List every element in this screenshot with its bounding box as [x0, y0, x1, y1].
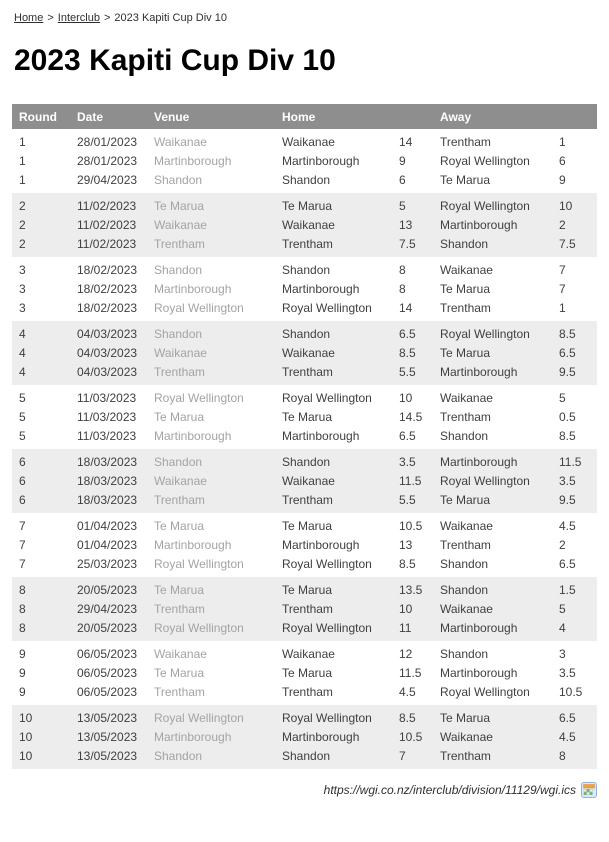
match-row — [12, 577, 597, 600]
home-cell: Trentham — [282, 685, 333, 699]
away-score-cell: 1 — [559, 301, 566, 315]
away-cell: Te Marua — [433, 344, 552, 363]
away-cell: Martinborough — [433, 216, 552, 235]
away-score-cell: 9 — [559, 173, 566, 187]
round-cell: 5 — [19, 391, 26, 405]
home-cell: Te Marua — [275, 577, 392, 600]
home-score-cell: 14 — [399, 135, 413, 149]
away-score-cell: 7 — [559, 282, 566, 296]
home-cell: Waikanae — [275, 344, 392, 363]
match-row — [12, 728, 597, 747]
away-cell: Trentham — [440, 135, 491, 149]
round-cell: 6 — [12, 449, 70, 472]
column-header-away-score — [552, 104, 597, 129]
round-cell: 7 — [19, 519, 26, 533]
date-cell: 28/01/2023 — [77, 154, 138, 168]
venue-cell: Martinborough — [154, 282, 232, 296]
round-group — [12, 641, 597, 705]
venue-cell: Royal Wellington — [147, 619, 275, 641]
away-cell: Martinborough — [433, 619, 552, 641]
match-row — [12, 747, 597, 769]
away-score-cell: 4.5 — [552, 728, 597, 747]
venue-cell: Trentham — [147, 491, 275, 513]
round-cell: 9 — [19, 647, 26, 661]
date-cell: 18/03/2023 — [70, 449, 147, 472]
venue-cell: Shandon — [154, 263, 203, 277]
home-cell: Martinborough — [282, 538, 360, 552]
home-score-cell: 8 — [399, 282, 406, 296]
match-row — [12, 344, 597, 363]
home-score-cell: 13 — [399, 538, 413, 552]
calendar-icon[interactable] — [581, 782, 597, 798]
date-cell: 20/05/2023 — [70, 577, 147, 600]
ics-url-text: https://wgi.co.nz/interclub/division/11129/wgi.ics — [323, 783, 576, 797]
column-header-home-score — [392, 104, 433, 129]
venue-cell: Royal Wellington — [154, 391, 244, 405]
match-row — [12, 152, 597, 171]
column-header-round: Round — [12, 104, 70, 129]
date-cell: 28/01/2023 — [77, 135, 138, 149]
home-score-cell: 11.5 — [399, 666, 422, 680]
breadcrumb-separator: > — [47, 12, 54, 24]
home-cell: Shandon — [275, 747, 392, 769]
match-row — [12, 619, 597, 641]
results-table — [12, 104, 597, 769]
away-score-cell: 1 — [559, 135, 566, 149]
home-score-cell: 13 — [392, 216, 433, 235]
home-score-cell: 10 — [392, 600, 433, 619]
away-cell: Royal Wellington — [433, 472, 552, 491]
home-cell: Royal Wellington — [275, 705, 392, 728]
home-score-cell: 8.5 — [392, 344, 433, 363]
venue-cell: Trentham — [147, 235, 275, 257]
match-row — [12, 491, 597, 513]
home-score-cell: 8 — [399, 263, 406, 277]
match-row — [12, 427, 597, 449]
match-row — [12, 129, 597, 152]
away-score-cell: 6.5 — [552, 344, 597, 363]
venue-cell: Trentham — [147, 600, 275, 619]
away-cell: Trentham — [440, 538, 491, 552]
match-row — [12, 193, 597, 216]
home-cell: Waikanae — [275, 216, 392, 235]
date-cell: 01/04/2023 — [77, 538, 138, 552]
round-cell: 4 — [12, 321, 70, 344]
away-cell: Te Marua — [433, 491, 552, 513]
venue-cell: Royal Wellington — [154, 557, 244, 571]
round-cell: 9 — [19, 666, 26, 680]
away-score-cell: 5 — [552, 600, 597, 619]
away-score-cell: 7.5 — [552, 235, 597, 257]
venue-cell: Trentham — [154, 685, 205, 699]
breadcrumb-link-interclub[interactable]: Interclub — [57, 12, 100, 24]
away-cell: Te Marua — [440, 282, 491, 296]
away-cell: Royal Wellington — [433, 193, 552, 216]
venue-cell: Martinborough — [154, 538, 232, 552]
round-cell: 10 — [12, 705, 70, 728]
away-cell: Waikanae — [440, 263, 493, 277]
date-cell: 01/04/2023 — [77, 519, 138, 533]
home-score-cell: 14.5 — [399, 410, 423, 424]
venue-cell: Te Marua — [154, 666, 205, 680]
away-cell: Waikanae — [440, 391, 493, 405]
home-cell: Martinborough — [282, 429, 360, 443]
breadcrumb — [12, 12, 597, 24]
match-row — [12, 536, 597, 555]
home-cell: Shandon — [282, 173, 331, 187]
away-score-cell: 8.5 — [552, 321, 597, 344]
away-score-cell: 0.5 — [559, 410, 576, 424]
round-cell: 5 — [19, 410, 26, 424]
away-cell: Martinborough — [433, 363, 552, 385]
date-cell: 25/03/2023 — [77, 557, 138, 571]
home-cell: Trentham — [275, 363, 392, 385]
venue-cell: Royal Wellington — [154, 301, 244, 315]
home-score-cell: 4.5 — [399, 685, 416, 699]
home-cell: Shandon — [275, 321, 392, 344]
away-score-cell: 11.5 — [552, 449, 597, 472]
home-cell: Royal Wellington — [282, 557, 372, 571]
date-cell: 04/03/2023 — [70, 363, 147, 385]
match-row — [12, 257, 597, 280]
round-cell: 8 — [12, 577, 70, 600]
date-cell: 13/05/2023 — [70, 705, 147, 728]
home-cell: Royal Wellington — [282, 391, 372, 405]
away-cell: Shandon — [440, 429, 489, 443]
round-cell: 5 — [19, 429, 26, 443]
away-score-cell: 6 — [559, 154, 566, 168]
away-score-cell: 4.5 — [559, 519, 576, 533]
away-cell: Te Marua — [433, 705, 552, 728]
home-score-cell: 3.5 — [392, 449, 433, 472]
round-cell: 4 — [12, 363, 70, 385]
away-cell: Shandon — [440, 557, 489, 571]
away-score-cell: 5 — [559, 391, 566, 405]
home-score-cell: 14 — [399, 301, 413, 315]
match-row — [12, 363, 597, 385]
round-cell: 2 — [12, 193, 70, 216]
venue-cell: Royal Wellington — [147, 705, 275, 728]
match-row — [12, 408, 597, 427]
venue-cell: Waikanae — [147, 472, 275, 491]
table-footer — [12, 782, 597, 798]
date-cell: 04/03/2023 — [70, 321, 147, 344]
home-score-cell: 10.5 — [399, 519, 423, 533]
round-cell: 3 — [19, 263, 26, 277]
date-cell: 18/02/2023 — [77, 282, 138, 296]
home-cell: Shandon — [275, 449, 392, 472]
home-score-cell: 5.5 — [392, 491, 433, 513]
away-cell: Trentham — [440, 301, 491, 315]
date-cell: 29/04/2023 — [70, 600, 147, 619]
away-cell: Royal Wellington — [440, 685, 530, 699]
date-cell: 18/02/2023 — [77, 301, 138, 315]
breadcrumb-separator: > — [103, 12, 111, 24]
match-row — [12, 641, 597, 664]
round-group — [12, 193, 597, 257]
home-cell: Te Marua — [282, 410, 333, 424]
away-score-cell: 4 — [552, 619, 597, 641]
breadcrumb-link-home[interactable]: Home — [14, 12, 44, 24]
away-score-cell: 8 — [552, 747, 597, 769]
round-cell: 1 — [19, 173, 26, 187]
home-cell: Waikanae — [282, 135, 335, 149]
venue-cell: Martinborough — [154, 429, 232, 443]
round-group — [12, 577, 597, 641]
page-title: 2023 Kapiti Cup Div 10 — [14, 44, 336, 77]
away-score-cell: 6.5 — [559, 557, 576, 571]
home-score-cell: 9 — [399, 154, 406, 168]
column-header-date: Date — [70, 104, 147, 129]
round-cell: 8 — [12, 619, 70, 641]
home-score-cell: 13.5 — [392, 577, 433, 600]
home-cell: Waikanae — [282, 647, 335, 661]
away-cell: Trentham — [433, 747, 552, 769]
date-cell: 29/04/2023 — [77, 173, 138, 187]
round-cell: 6 — [12, 491, 70, 513]
away-cell: Royal Wellington — [440, 154, 530, 168]
round-cell: 10 — [12, 728, 70, 747]
away-score-cell: 6.5 — [552, 705, 597, 728]
away-score-cell: 8.5 — [559, 429, 576, 443]
away-cell: Trentham — [440, 410, 491, 424]
away-score-cell: 3 — [559, 647, 566, 661]
away-score-cell: 2 — [552, 216, 597, 235]
away-cell: Martinborough — [433, 449, 552, 472]
date-cell: 06/05/2023 — [77, 666, 138, 680]
away-score-cell: 10.5 — [559, 685, 583, 699]
home-cell: Martinborough — [275, 728, 392, 747]
round-group — [12, 705, 597, 769]
round-cell: 6 — [12, 472, 70, 491]
home-score-cell: 8.5 — [399, 557, 416, 571]
away-score-cell: 3.5 — [559, 666, 576, 680]
date-cell: 11/03/2023 — [77, 391, 137, 405]
away-score-cell: 10 — [552, 193, 597, 216]
round-cell: 3 — [19, 282, 26, 296]
away-score-cell: 2 — [559, 538, 566, 552]
date-cell: 11/03/2023 — [77, 410, 137, 424]
away-cell: Shandon — [433, 577, 552, 600]
home-score-cell: 5.5 — [392, 363, 433, 385]
round-cell: 1 — [19, 154, 26, 168]
match-row — [12, 513, 597, 536]
home-score-cell: 6.5 — [392, 321, 433, 344]
match-row — [12, 555, 597, 577]
venue-cell: Waikanae — [154, 135, 207, 149]
round-cell: 1 — [19, 135, 26, 149]
round-cell: 9 — [19, 685, 26, 699]
date-cell: 13/05/2023 — [70, 747, 147, 769]
home-score-cell: 6 — [399, 173, 406, 187]
home-cell: Shandon — [282, 263, 331, 277]
column-header-home: Home — [275, 104, 392, 129]
round-group — [12, 257, 597, 321]
round-cell: 2 — [12, 235, 70, 257]
round-group — [12, 129, 597, 193]
venue-cell: Te Marua — [154, 519, 205, 533]
match-row — [12, 299, 597, 321]
round-group — [12, 385, 597, 449]
venue-cell: Martinborough — [147, 728, 275, 747]
date-cell: 04/03/2023 — [70, 344, 147, 363]
date-cell: 11/03/2023 — [77, 429, 137, 443]
venue-cell: Shandon — [147, 321, 275, 344]
venue-cell: Te Marua — [154, 410, 205, 424]
home-cell: Trentham — [275, 235, 392, 257]
home-score-cell: 7.5 — [392, 235, 433, 257]
match-row — [12, 280, 597, 299]
home-score-cell: 12 — [399, 647, 413, 661]
venue-cell: Shandon — [154, 173, 203, 187]
home-score-cell: 5 — [392, 193, 433, 216]
date-cell: 11/02/2023 — [70, 193, 147, 216]
match-row — [12, 385, 597, 408]
away-cell: Waikanae — [433, 600, 552, 619]
date-cell: 13/05/2023 — [70, 728, 147, 747]
match-row — [12, 235, 597, 257]
away-score-cell: 1.5 — [552, 577, 597, 600]
venue-cell: Shandon — [147, 449, 275, 472]
venue-cell: Shandon — [147, 747, 275, 769]
date-cell: 18/03/2023 — [70, 491, 147, 513]
date-cell: 11/02/2023 — [70, 235, 147, 257]
home-cell: Te Marua — [282, 666, 333, 680]
match-row — [12, 321, 597, 344]
date-cell: 06/05/2023 — [77, 647, 138, 661]
round-cell: 3 — [19, 301, 26, 315]
away-cell: Shandon — [433, 235, 552, 257]
round-group — [12, 321, 597, 385]
match-row — [12, 664, 597, 683]
breadcrumb-current: 2023 Kapiti Cup Div 10 — [114, 12, 227, 24]
away-cell: Royal Wellington — [433, 321, 552, 344]
date-cell: 18/03/2023 — [70, 472, 147, 491]
away-score-cell: 9.5 — [552, 363, 597, 385]
round-cell: 2 — [12, 216, 70, 235]
home-cell: Te Marua — [275, 193, 392, 216]
results-table-header — [12, 104, 597, 129]
venue-cell: Te Marua — [147, 193, 275, 216]
venue-cell: Waikanae — [154, 647, 207, 661]
home-cell: Royal Wellington — [275, 619, 392, 641]
home-cell: Trentham — [275, 491, 392, 513]
home-cell: Royal Wellington — [282, 301, 372, 315]
away-cell: Martinborough — [440, 666, 518, 680]
home-score-cell: 10 — [399, 391, 413, 405]
match-row — [12, 171, 597, 193]
column-header-venue: Venue — [147, 104, 275, 129]
date-cell: 06/05/2023 — [77, 685, 138, 699]
match-row — [12, 472, 597, 491]
match-row — [12, 683, 597, 705]
match-row — [12, 449, 597, 472]
round-group — [12, 449, 597, 513]
match-row — [12, 600, 597, 619]
date-cell: 20/05/2023 — [70, 619, 147, 641]
venue-cell: Te Marua — [147, 577, 275, 600]
round-cell: 7 — [19, 538, 26, 552]
round-cell: 7 — [19, 557, 26, 571]
home-score-cell: 10.5 — [392, 728, 433, 747]
round-cell: 8 — [12, 600, 70, 619]
home-score-cell: 8.5 — [392, 705, 433, 728]
home-cell: Trentham — [275, 600, 392, 619]
venue-cell: Martinborough — [154, 154, 232, 168]
home-score-cell: 6.5 — [399, 429, 416, 443]
away-score-cell: 9.5 — [552, 491, 597, 513]
date-cell: 18/02/2023 — [77, 263, 138, 277]
home-cell: Te Marua — [282, 519, 333, 533]
home-score-cell: 11 — [392, 619, 433, 641]
venue-cell: Waikanae — [147, 216, 275, 235]
venue-cell: Trentham — [147, 363, 275, 385]
home-cell: Martinborough — [282, 282, 360, 296]
home-cell: Martinborough — [282, 154, 360, 168]
away-cell: Te Marua — [440, 173, 491, 187]
round-group — [12, 513, 597, 577]
home-score-cell: 11.5 — [392, 472, 433, 491]
away-cell: Waikanae — [440, 519, 493, 533]
home-score-cell: 7 — [392, 747, 433, 769]
venue-cell: Waikanae — [147, 344, 275, 363]
home-cell: Waikanae — [275, 472, 392, 491]
away-cell: Shandon — [440, 647, 489, 661]
away-score-cell: 7 — [559, 263, 566, 277]
column-header-away: Away — [433, 104, 552, 129]
match-row — [12, 216, 597, 235]
round-cell: 10 — [12, 747, 70, 769]
away-score-cell: 3.5 — [552, 472, 597, 491]
match-row — [12, 705, 597, 728]
round-cell: 4 — [12, 344, 70, 363]
date-cell: 11/02/2023 — [70, 216, 147, 235]
away-cell: Waikanae — [433, 728, 552, 747]
